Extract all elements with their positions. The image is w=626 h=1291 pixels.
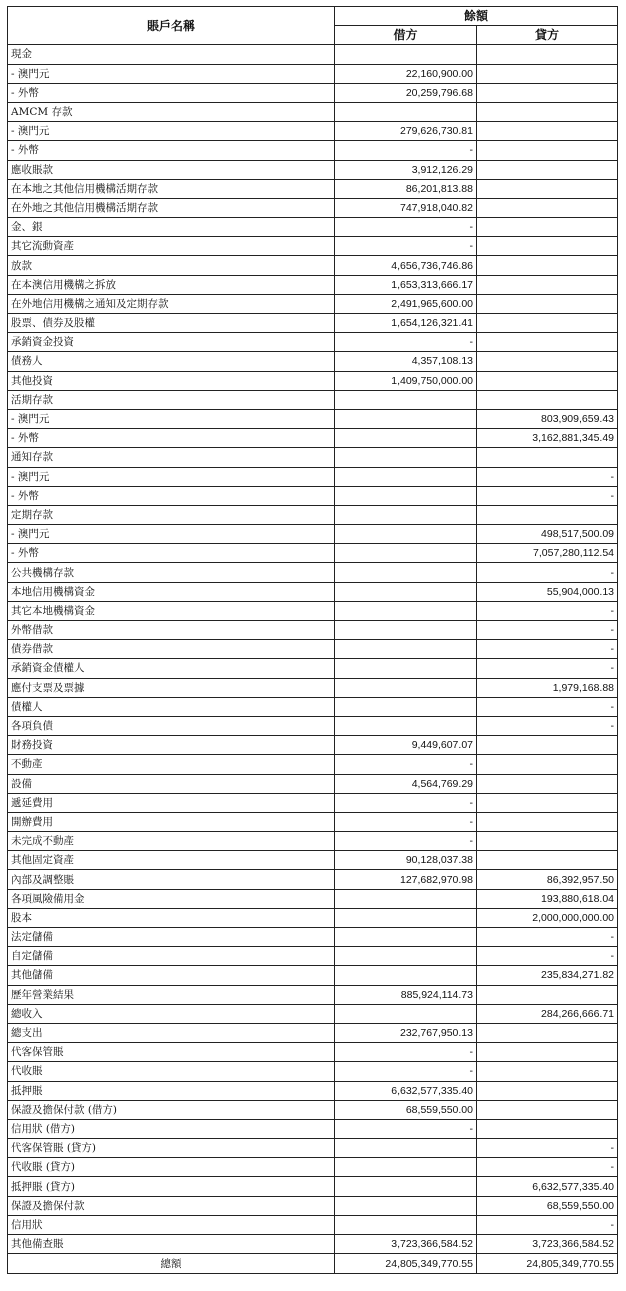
- credit-cell: [477, 736, 618, 755]
- account-name-cell: 信用狀: [8, 1215, 335, 1234]
- table-row: [8, 294, 618, 313]
- debit-cell: 2,491,965,600.00: [335, 294, 477, 313]
- credit-cell: -: [477, 467, 618, 486]
- account-name-cell: 債務人: [8, 352, 335, 371]
- table-row: [8, 544, 618, 563]
- table-row: [8, 256, 618, 275]
- debit-cell: [335, 601, 477, 620]
- credit-cell: 3,723,366,584.52: [477, 1235, 618, 1254]
- account-name-cell: 金、銀: [8, 218, 335, 237]
- credit-cell: -: [477, 697, 618, 716]
- table-row: [8, 314, 618, 333]
- account-name-cell: 歷年營業結果: [8, 985, 335, 1004]
- table-row: [8, 390, 618, 409]
- credit-cell: -: [477, 1215, 618, 1234]
- debit-cell: [335, 716, 477, 735]
- credit-cell: -: [477, 601, 618, 620]
- table-row: [8, 409, 618, 428]
- table-row: [8, 275, 618, 294]
- debit-cell: [335, 486, 477, 505]
- debit-cell: [335, 1215, 477, 1234]
- account-name-cell: 公共機構存款: [8, 563, 335, 582]
- debit-cell: 90,128,037.38: [335, 851, 477, 870]
- debit-cell: -: [335, 812, 477, 831]
- table-row: [8, 45, 618, 64]
- credit-cell: [477, 45, 618, 64]
- table-row: [8, 966, 618, 985]
- table-row: [8, 218, 618, 237]
- account-name-cell: 承銷資金投資: [8, 333, 335, 352]
- table-row: [8, 237, 618, 256]
- credit-cell: 1,979,168.88: [477, 678, 618, 697]
- credit-cell: 3,162,881,345.49: [477, 429, 618, 448]
- account-name-cell: 其他固定資產: [8, 851, 335, 870]
- debit-cell: -: [335, 1062, 477, 1081]
- table-row: [8, 1196, 618, 1215]
- debit-cell: [335, 525, 477, 544]
- account-name-cell: 其他投資: [8, 371, 335, 390]
- table-row: [8, 160, 618, 179]
- debit-cell: [335, 966, 477, 985]
- debit-cell: -: [335, 793, 477, 812]
- account-name-cell: 代收賬 (貸方): [8, 1158, 335, 1177]
- table-row: [8, 716, 618, 735]
- credit-cell: [477, 122, 618, 141]
- credit-cell: 2,000,000,000.00: [477, 908, 618, 927]
- debit-cell: 279,626,730.81: [335, 122, 477, 141]
- table-row: [8, 1177, 618, 1196]
- account-name-cell: 其他備查賬: [8, 1235, 335, 1254]
- credit-cell: [477, 275, 618, 294]
- table-row: [8, 1062, 618, 1081]
- table-row: [8, 1235, 618, 1254]
- total-credit: 24,805,349,770.55: [477, 1254, 618, 1274]
- credit-cell: [477, 141, 618, 160]
- account-name-cell: 內部及調整賬: [8, 870, 335, 889]
- debit-cell: [335, 697, 477, 716]
- account-name-cell: 財務投資: [8, 736, 335, 755]
- account-name-cell: 自定儲備: [8, 947, 335, 966]
- account-name-cell: 外幣借款: [8, 621, 335, 640]
- account-name-cell: 其他儲備: [8, 966, 335, 985]
- credit-cell: [477, 755, 618, 774]
- account-name-cell: 放款: [8, 256, 335, 275]
- credit-cell: [477, 256, 618, 275]
- table-row: [8, 525, 618, 544]
- table-row: [8, 1100, 618, 1119]
- debit-cell: -: [335, 832, 477, 851]
- table-row: [8, 851, 618, 870]
- balance-header: 餘額: [335, 7, 618, 26]
- debit-cell: [335, 659, 477, 678]
- debit-cell: [335, 1177, 477, 1196]
- debit-header: 借方: [335, 26, 477, 45]
- credit-cell: -: [477, 928, 618, 947]
- debit-cell: [335, 467, 477, 486]
- credit-cell: [477, 64, 618, 83]
- table-row: [8, 198, 618, 217]
- debit-cell: [335, 448, 477, 467]
- debit-cell: 1,654,126,321.41: [335, 314, 477, 333]
- account-name-cell: - 澳門元: [8, 467, 335, 486]
- debit-cell: [335, 582, 477, 601]
- account-name-header: 賬戶名稱: [8, 7, 335, 45]
- debit-cell: [335, 45, 477, 64]
- table-row: [8, 832, 618, 851]
- table-row: [8, 697, 618, 716]
- table-row: [8, 947, 618, 966]
- credit-cell: -: [477, 640, 618, 659]
- table-row: [8, 467, 618, 486]
- account-name-cell: 保證及擔保付款: [8, 1196, 335, 1215]
- debit-cell: -: [335, 1043, 477, 1062]
- credit-cell: [477, 352, 618, 371]
- credit-cell: [477, 851, 618, 870]
- account-name-cell: 本地信用機構資金: [8, 582, 335, 601]
- table-row: [8, 1139, 618, 1158]
- debit-cell: 747,918,040.82: [335, 198, 477, 217]
- debit-cell: [335, 621, 477, 640]
- credit-cell: [477, 179, 618, 198]
- credit-cell: [477, 294, 618, 313]
- account-name-cell: 抵押賬: [8, 1081, 335, 1100]
- debit-cell: 1,653,313,666.17: [335, 275, 477, 294]
- debit-cell: [335, 409, 477, 428]
- credit-cell: 55,904,000.13: [477, 582, 618, 601]
- total-label: 總額: [8, 1254, 335, 1274]
- credit-cell: 498,517,500.09: [477, 525, 618, 544]
- account-name-cell: 通知存款: [8, 448, 335, 467]
- credit-cell: -: [477, 1158, 618, 1177]
- account-name-cell: - 澳門元: [8, 122, 335, 141]
- credit-cell: [477, 1081, 618, 1100]
- table-row: [8, 1081, 618, 1100]
- debit-cell: 3,723,366,584.52: [335, 1235, 477, 1254]
- debit-cell: -: [335, 755, 477, 774]
- account-name-cell: 其它本地機構資金: [8, 601, 335, 620]
- credit-cell: 803,909,659.43: [477, 409, 618, 428]
- debit-cell: [335, 429, 477, 448]
- table-row: [8, 928, 618, 947]
- table-row: [8, 429, 618, 448]
- account-name-cell: 在外地之其他信用機構活期存款: [8, 198, 335, 217]
- credit-cell: [477, 812, 618, 831]
- credit-cell: 86,392,957.50: [477, 870, 618, 889]
- table-row: [8, 1023, 618, 1042]
- account-name-cell: - 澳門元: [8, 525, 335, 544]
- credit-cell: [477, 1100, 618, 1119]
- table-row: [8, 1119, 618, 1138]
- table-row: [8, 352, 618, 371]
- account-name-cell: 定期存款: [8, 505, 335, 524]
- account-name-cell: 各項負債: [8, 716, 335, 735]
- debit-cell: 4,656,736,746.86: [335, 256, 477, 275]
- table-row: [8, 640, 618, 659]
- total-row: [8, 1254, 618, 1274]
- account-name-cell: 活期存款: [8, 390, 335, 409]
- credit-cell: -: [477, 947, 618, 966]
- table-row: [8, 122, 618, 141]
- table-row: [8, 102, 618, 121]
- credit-cell: [477, 160, 618, 179]
- account-name-cell: 代客保管賬: [8, 1043, 335, 1062]
- account-name-cell: 總收入: [8, 1004, 335, 1023]
- table-row: [8, 889, 618, 908]
- credit-cell: [477, 218, 618, 237]
- credit-cell: [477, 237, 618, 256]
- account-name-cell: 其它流動資產: [8, 237, 335, 256]
- debit-cell: [335, 544, 477, 563]
- debit-cell: 20,259,796.68: [335, 83, 477, 102]
- credit-cell: [477, 832, 618, 851]
- table-row: [8, 563, 618, 582]
- account-name-cell: - 外幣: [8, 141, 335, 160]
- debit-cell: 127,682,970.98: [335, 870, 477, 889]
- debit-cell: -: [335, 237, 477, 256]
- debit-cell: 232,767,950.13: [335, 1023, 477, 1042]
- debit-cell: [335, 928, 477, 947]
- table-row: [8, 755, 618, 774]
- account-name-cell: 代收賬: [8, 1062, 335, 1081]
- credit-cell: [477, 448, 618, 467]
- debit-cell: -: [335, 333, 477, 352]
- table-row: [8, 774, 618, 793]
- table-row: [8, 141, 618, 160]
- debit-cell: [335, 678, 477, 697]
- debit-cell: 885,924,114.73: [335, 985, 477, 1004]
- table-row: [8, 659, 618, 678]
- credit-cell: -: [477, 486, 618, 505]
- debit-cell: -: [335, 1119, 477, 1138]
- table-row: [8, 870, 618, 889]
- account-name-cell: AMCM 存款: [8, 102, 335, 121]
- credit-cell: 284,266,666.71: [477, 1004, 618, 1023]
- debit-cell: 22,160,900.00: [335, 64, 477, 83]
- account-name-cell: 各項風險備用金: [8, 889, 335, 908]
- table-row: [8, 333, 618, 352]
- table-row: [8, 793, 618, 812]
- credit-header: 貸方: [477, 26, 618, 45]
- account-name-cell: 設備: [8, 774, 335, 793]
- table-row: [8, 64, 618, 83]
- account-name-cell: 應收賬款: [8, 160, 335, 179]
- account-name-cell: 股票、債券及股權: [8, 314, 335, 333]
- account-name-cell: - 外幣: [8, 429, 335, 448]
- debit-cell: [335, 563, 477, 582]
- account-name-cell: 股本: [8, 908, 335, 927]
- table-row: [8, 179, 618, 198]
- account-name-cell: 應付支票及票據: [8, 678, 335, 697]
- debit-cell: 86,201,813.88: [335, 179, 477, 198]
- table-row: [8, 678, 618, 697]
- credit-cell: [477, 371, 618, 390]
- credit-cell: [477, 774, 618, 793]
- table-row: [8, 908, 618, 927]
- credit-cell: [477, 985, 618, 1004]
- account-name-cell: - 澳門元: [8, 64, 335, 83]
- account-name-cell: 不動產: [8, 755, 335, 774]
- credit-cell: [477, 390, 618, 409]
- account-name-cell: 承銷資金債權人: [8, 659, 335, 678]
- debit-cell: 4,564,769.29: [335, 774, 477, 793]
- debit-cell: -: [335, 218, 477, 237]
- credit-cell: [477, 1119, 618, 1138]
- total-debit: 24,805,349,770.55: [335, 1254, 477, 1274]
- table-row: [8, 812, 618, 831]
- table-row: [8, 1043, 618, 1062]
- account-name-cell: 開辦費用: [8, 812, 335, 831]
- debit-cell: [335, 505, 477, 524]
- credit-cell: 235,834,271.82: [477, 966, 618, 985]
- debit-cell: -: [335, 141, 477, 160]
- account-name-cell: - 外幣: [8, 486, 335, 505]
- table-row: [8, 736, 618, 755]
- debit-cell: [335, 1196, 477, 1215]
- credit-cell: [477, 83, 618, 102]
- debit-cell: [335, 1158, 477, 1177]
- account-name-cell: 在外地信用機構之通知及定期存款: [8, 294, 335, 313]
- table-row: [8, 1158, 618, 1177]
- account-name-cell: 在本澳信用機構之拆放: [8, 275, 335, 294]
- account-name-cell: 抵押賬 (貸方): [8, 1177, 335, 1196]
- account-name-cell: 在本地之其他信用機構活期存款: [8, 179, 335, 198]
- debit-cell: 1,409,750,000.00: [335, 371, 477, 390]
- account-name-cell: 總支出: [8, 1023, 335, 1042]
- account-name-cell: - 澳門元: [8, 409, 335, 428]
- debit-cell: 6,632,577,335.40: [335, 1081, 477, 1100]
- debit-cell: [335, 390, 477, 409]
- table-row: [8, 601, 618, 620]
- credit-cell: 7,057,280,112.54: [477, 544, 618, 563]
- table-row: [8, 371, 618, 390]
- ledger-body: [8, 45, 618, 1274]
- table-row: [8, 1215, 618, 1234]
- credit-cell: -: [477, 1139, 618, 1158]
- balance-sheet: [7, 6, 618, 1274]
- account-name-cell: 保證及擔保付款 (借方): [8, 1100, 335, 1119]
- account-name-cell: - 外幣: [8, 544, 335, 563]
- table-row: [8, 448, 618, 467]
- credit-cell: [477, 198, 618, 217]
- table-row: [8, 486, 618, 505]
- credit-cell: 6,632,577,335.40: [477, 1177, 618, 1196]
- credit-cell: 193,880,618.04: [477, 889, 618, 908]
- debit-cell: 68,559,550.00: [335, 1100, 477, 1119]
- account-name-cell: 遞延費用: [8, 793, 335, 812]
- debit-cell: 4,357,108.13: [335, 352, 477, 371]
- debit-cell: [335, 1139, 477, 1158]
- table-row: [8, 582, 618, 601]
- table-row: [8, 83, 618, 102]
- credit-cell: [477, 505, 618, 524]
- account-name-cell: - 外幣: [8, 83, 335, 102]
- credit-cell: [477, 102, 618, 121]
- credit-cell: [477, 1062, 618, 1081]
- credit-cell: -: [477, 563, 618, 582]
- credit-cell: -: [477, 621, 618, 640]
- credit-cell: [477, 1023, 618, 1042]
- credit-cell: [477, 314, 618, 333]
- debit-cell: 3,912,126.29: [335, 160, 477, 179]
- debit-cell: [335, 889, 477, 908]
- account-name-cell: 未完成不動產: [8, 832, 335, 851]
- account-name-cell: 現金: [8, 45, 335, 64]
- debit-cell: [335, 1004, 477, 1023]
- credit-cell: [477, 793, 618, 812]
- table-row: [8, 505, 618, 524]
- account-name-cell: 信用狀 (借方): [8, 1119, 335, 1138]
- debit-cell: 9,449,607.07: [335, 736, 477, 755]
- account-name-cell: 債權人: [8, 697, 335, 716]
- debit-cell: [335, 640, 477, 659]
- credit-cell: [477, 333, 618, 352]
- account-name-cell: 債券借款: [8, 640, 335, 659]
- table-row: [8, 1004, 618, 1023]
- account-name-cell: 代客保管賬 (貸方): [8, 1139, 335, 1158]
- account-name-cell: 法定儲備: [8, 928, 335, 947]
- table-row: [8, 985, 618, 1004]
- credit-cell: 68,559,550.00: [477, 1196, 618, 1215]
- debit-cell: [335, 102, 477, 121]
- debit-cell: [335, 947, 477, 966]
- debit-cell: [335, 908, 477, 927]
- credit-cell: -: [477, 716, 618, 735]
- ledger-table: [7, 6, 618, 1274]
- credit-cell: [477, 1043, 618, 1062]
- credit-cell: -: [477, 659, 618, 678]
- table-row: [8, 621, 618, 640]
